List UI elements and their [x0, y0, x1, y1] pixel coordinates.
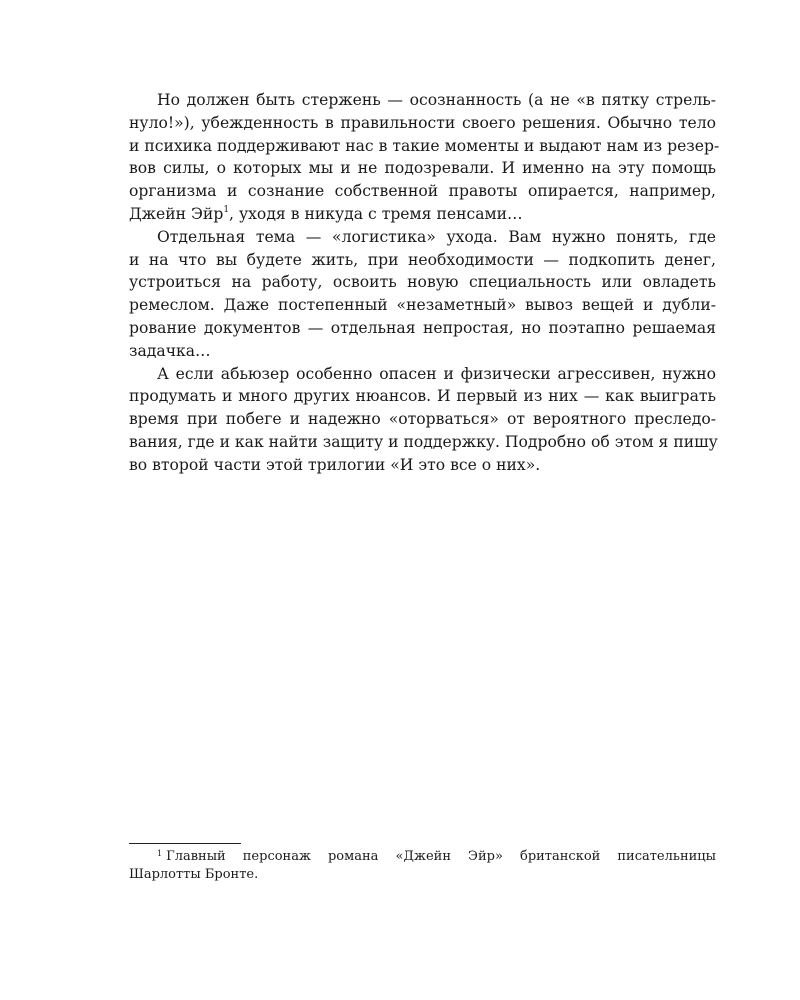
- text-line: продумать и много других нюансов. И первый из них — как выиграть: [129, 387, 716, 406]
- paragraph-2: [129, 226, 716, 363]
- text-line: Отдельная тема — «логистика» ухода. Вам нужно понять, где: [157, 227, 716, 246]
- footnote-separator: [129, 843, 241, 844]
- text-line: и на что вы будете жить, при необходимости — подкопить денег,: [129, 250, 716, 269]
- text-line: устроиться на работу, освоить новую специальность или овладеть: [129, 273, 716, 292]
- footnote-line: Шарлотты Бронте.: [129, 867, 259, 882]
- footnote-reference[interactable]: 1: [223, 204, 230, 215]
- text-line: организма и сознание собственной правоты опирается, например,: [129, 182, 716, 201]
- text-line: время при побеге и надежно «оторваться» от вероятного преследо-: [129, 410, 716, 429]
- text-line: задачка…: [129, 341, 211, 360]
- text-line: во второй части этой трилогии «И это все о них».: [129, 455, 541, 474]
- text-line: вов силы, о которых мы и не подозревали. И именно на эту помощь: [129, 159, 716, 178]
- text-line: вания, где и как найти защиту и поддержку. Подробно об этом я пишу: [129, 432, 718, 451]
- text-line: и психика поддерживают нас в такие моменты и выдают нам из резер-: [129, 136, 720, 155]
- footnote-mark: 1: [157, 849, 163, 858]
- text-line: нуло!»), убежденность в правильности своего решения. Обычно тело: [129, 113, 716, 132]
- paragraph-1: [129, 89, 720, 226]
- text-line: [129, 203, 716, 226]
- footnote: [129, 848, 716, 884]
- footnote-text: Главный персонаж романа «Джейн Эйр» британской писательницы: [166, 849, 716, 864]
- text-line: Но должен быть стержень — осознанность (а не «в пятку стрель-: [157, 91, 716, 109]
- text-line: А если абьюзер особенно опасен и физически агрессивен, нужно: [157, 364, 716, 383]
- paragraph-3: [129, 363, 716, 477]
- text-line: рование документов — отдельная непростая, но поэтапно решаемая: [129, 318, 716, 337]
- text-fragment: , уходя в никуда с тремя пенсами…: [229, 204, 523, 223]
- text-fragment: Джейн Эйр: [129, 204, 224, 223]
- text-line: ремеслом. Даже постепенный «незаметный» вывоз вещей и дубли-: [129, 296, 716, 315]
- main-text: [129, 89, 720, 477]
- footnote-line: [129, 848, 716, 866]
